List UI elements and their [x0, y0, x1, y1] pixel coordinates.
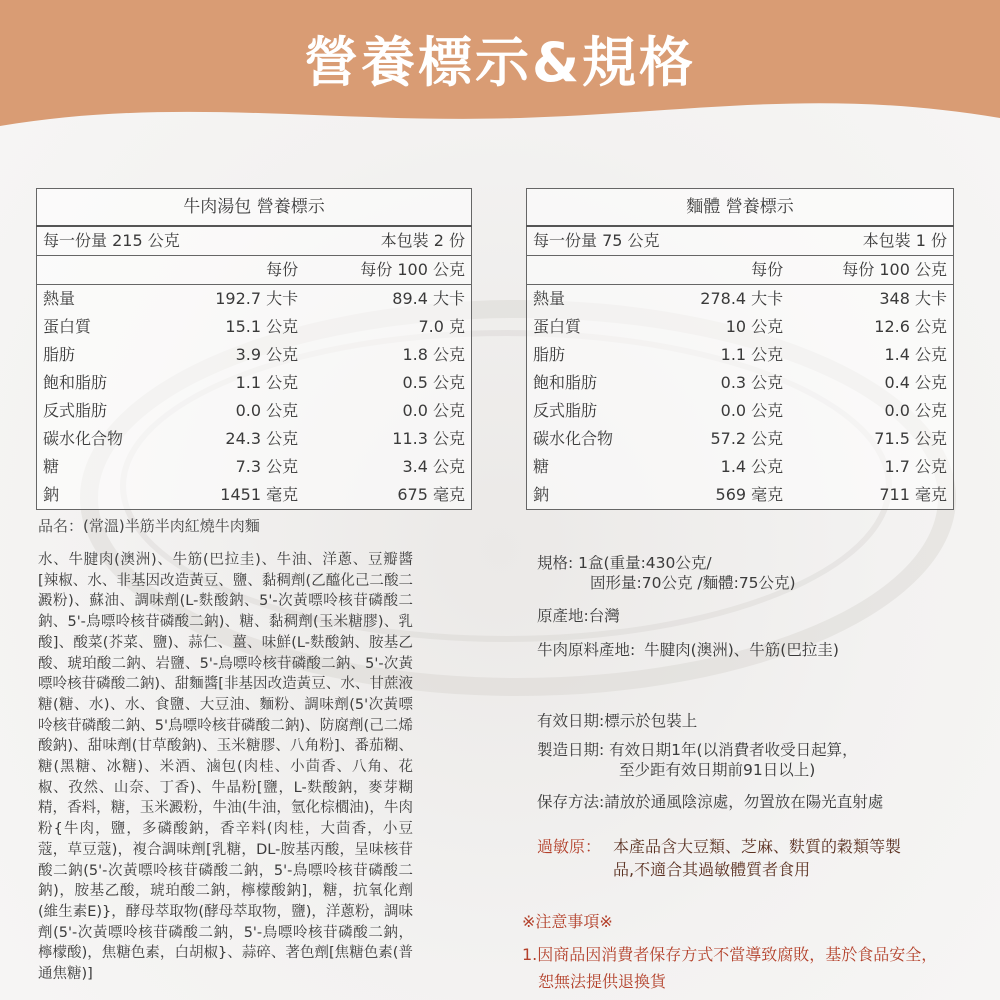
noodle-row: [527, 369, 954, 397]
mfg-line1: 有效日期1年(以消費者收受日起算，: [609, 741, 858, 759]
noodle-colhead-blank: [527, 256, 657, 285]
soup-cell-name: 碳水化合物: [43, 429, 124, 448]
noodle-serving-size: 每一份量 75 公克: [527, 226, 790, 256]
ingredients-list: 水、牛腱肉(澳洲)、牛筋(巴拉圭)、牛油、洋蔥、豆瓣醬[辣椒、水、非基因改造黃豆、鹽、黏稠劑(乙醯化己二酸二澱粉)、蘇油、調味劑(L-麩酸鈉、5'-次黃嘌呤核苷磷酸二鈉、5'-鳥嘌呤核苷磷酸二鈉)、糖、黏稠劑(玉米糖膠)、乳酸]、酸菜(芥菜、鹽)、蒜仁、薑、味鮮(L-麩酸鈉、胺基乙酸、琥珀酸二鈉、岩鹽、5'-鳥嘌呤核苷磷酸二鈉、5'-次黃嘌呤核苷磷酸二鈉)、甜麵醬[非基因改造黃豆、水、甘蔗液糖(糖、水)、水、食鹽、大豆油、麵粉、調味劑(5'次黃嘌呤核苷磷酸二鈉、5'鳥嘌呤核苷磷酸二鈉)、防腐劑(己二烯酸鈉)、甜味劑(甘草酸鈉)、玉米糖膠、八角粉]、番茄糊、糖(黑糖、冰糖)、米酒、滷包(肉桂、小茴香、八角、花椒、孜然、山奈、丁香)、牛晶粉[鹽，L-麩酸鈉，麥芽糊精，香料，糖，玉米澱粉，牛油(牛油，氫化棕櫚油)，牛肉粉{牛肉，鹽，多磷酸鈉，香辛料(肉桂，大茴香，小豆蔻，草豆蔻)，複合調味劑[乳糖，DL-胺基丙酸，呈味核苷酸二鈉(5'-次黃嘌呤核苷磷酸二鈉，5'-鳥嘌呤核苷磷酸二鈉)，胺基乙酸，琥珀酸二鈉，檸檬酸鈉]，糖，抗氧化劑(維生素E)}，酵母萃取物(酵母萃取物，鹽)，洋蔥粉，調味劑(5'-次黃嘌呤核苷磷酸二鈉，5'-鳥嘌呤核苷磷酸二鈉，檸檬酸)，焦糖色素，白胡椒}、蒜碎、著色劑[焦糖色素(普通焦糖)]: [38, 552, 413, 983]
soup-cell-name: 反式脂肪: [43, 401, 108, 420]
soup-cell-per-100: 0.0 公克: [402, 401, 465, 420]
soup-colhead-per-100: 每份 100 公克: [304, 256, 471, 285]
noodle-cell-per-100: 12.6 公克: [874, 317, 947, 336]
soup-table-body: [37, 285, 472, 510]
noodle-servings-count: 本包裝 1 份: [789, 226, 953, 256]
soup-row: [37, 481, 472, 510]
soup-cell-name: 熱量: [43, 289, 76, 308]
noodle-cell-name: 糖: [533, 457, 550, 476]
noodle-cell-per-serving: 10 公克: [725, 317, 784, 336]
noodle-row: [527, 397, 954, 425]
soup-cell-name: 脂肪: [43, 345, 76, 364]
noodle-cell-name: 蛋白質: [533, 317, 582, 336]
soup-cell-name: 飽和脂肪: [43, 373, 108, 392]
beef-origin: [537, 640, 839, 660]
noodle-row: [527, 425, 954, 453]
noodle-cell-per-serving: 57.2 公克: [710, 429, 784, 448]
soup-row: [37, 341, 472, 369]
spec-line1: 1盒(重量:430公克/: [578, 554, 712, 572]
soup-cell-per-serving: 192.7 大卡: [215, 289, 299, 308]
notice-body: [522, 941, 992, 995]
noodle-cell-name: 飽和脂肪: [533, 373, 598, 392]
noodle-row: [527, 341, 954, 369]
soup-colhead-per-serving: 每份: [169, 256, 305, 285]
beef-origin-value: 牛腱肉(澳洲)、牛筋(巴拉圭): [644, 641, 839, 659]
notice-line1: 1.因商品因消費者保存方式不當導致腐敗，基於食品安全，: [522, 945, 938, 964]
noodle-cell-name: 碳水化合物: [533, 429, 614, 448]
noodle-row: [527, 481, 954, 510]
soup-cell-name: 蛋白質: [43, 317, 92, 336]
soup-row: [37, 285, 472, 314]
noodle-cell-per-100: 0.0 公克: [884, 401, 947, 420]
soup-cell-name: 鈉: [43, 485, 60, 504]
soup-cell-per-100: 675 毫克: [397, 485, 465, 504]
noodle-cell-per-serving: 1.4 公克: [720, 457, 784, 476]
noodle-row: [527, 453, 954, 481]
notice-heading: ※注意事項※: [522, 912, 613, 931]
soup-cell-per-serving: 15.1 公克: [225, 317, 299, 336]
soup-row: [37, 397, 472, 425]
storage: 保存方法:請放於通風陰涼處，勿置放在陽光直射處: [537, 793, 884, 811]
soup-row: [37, 369, 472, 397]
noodle-row: [527, 313, 954, 341]
soup-cell-per-100: 11.3 公克: [392, 429, 465, 448]
notice-line2: 恕無法提供退換貨: [538, 972, 667, 991]
mfg-label: 製造日期:: [537, 741, 605, 759]
soup-cell-per-100: 1.8 公克: [402, 345, 465, 364]
noodle-nutrition-table: [526, 188, 954, 510]
soup-cell-per-serving: 0.0 公克: [235, 401, 299, 420]
soup-colhead-blank: [37, 256, 169, 285]
product-name: 品名：(常溫)半筋半肉紅燒牛肉麵: [38, 517, 260, 535]
noodle-cell-name: 反式脂肪: [533, 401, 598, 420]
soup-row: [37, 453, 472, 481]
spec-block: [537, 553, 796, 593]
noodle-cell-per-serving: 569 毫克: [715, 485, 784, 504]
noodle-cell-per-serving: 278.4 大卡: [700, 289, 784, 308]
soup-cell-per-100: 7.0 克: [418, 317, 465, 336]
mfg-line2: 至少距有效日期前91日以上): [619, 761, 816, 779]
soup-servings-count: 本包裝 2 份: [304, 226, 471, 256]
soup-cell-per-100: 3.4 公克: [402, 457, 465, 476]
noodle-cell-per-100: 1.7 公克: [884, 457, 947, 476]
soup-cell-per-serving: 3.9 公克: [235, 345, 299, 364]
soup-table-title: 牛肉湯包 營養標示: [37, 189, 472, 227]
noodle-cell-per-100: 1.4 公克: [884, 345, 947, 364]
soup-cell-per-serving: 24.3 公克: [225, 429, 299, 448]
noodle-cell-per-100: 711 毫克: [879, 485, 947, 504]
noodle-cell-per-100: 71.5 公克: [874, 429, 947, 448]
header-banner: [0, 0, 1000, 160]
noodle-colhead-per-serving: 每份: [656, 256, 789, 285]
spec-line2: 固形量:70公克 /麵體:75公克): [590, 574, 796, 592]
noodle-cell-name: 熱量: [533, 289, 566, 308]
soup-row: [37, 313, 472, 341]
noodle-cell-per-serving: 0.0 公克: [720, 401, 784, 420]
noodle-row: [527, 285, 954, 314]
soup-cell-per-serving: 7.3 公克: [235, 457, 299, 476]
soup-serving-size: 每一份量 215 公克: [37, 226, 305, 256]
origin: 原產地:台灣: [537, 607, 620, 625]
noodle-table-body: [527, 285, 954, 510]
noodle-cell-per-serving: 1.1 公克: [720, 345, 784, 364]
noodle-cell-name: 脂肪: [533, 345, 566, 364]
soup-row: [37, 425, 472, 453]
allergen-text: 本產品含大豆類、芝麻、麩質的穀類等製品,不適合其過敏體質者食用: [613, 837, 902, 879]
noodle-cell-per-serving: 0.3 公克: [720, 373, 784, 392]
soup-cell-per-serving: 1.1 公克: [235, 373, 299, 392]
beef-origin-label: 牛肉原料產地:: [537, 641, 636, 659]
noodle-cell-per-100: 0.4 公克: [884, 373, 947, 392]
expiry: 有效日期:標示於包裝上: [537, 712, 698, 730]
noodle-colhead-per-100: 每份 100 公克: [789, 256, 953, 285]
noodle-cell-per-100: 348 大卡: [879, 289, 947, 308]
page-title: 營養標示&規格: [303, 31, 697, 94]
soup-cell-per-100: 0.5 公克: [402, 373, 465, 392]
noodle-table-title: 麵體 營養標示: [527, 189, 954, 227]
soup-cell-name: 糖: [43, 457, 60, 476]
noodle-cell-name: 鈉: [533, 485, 550, 504]
mfg-date: [537, 740, 858, 780]
spec-label: 規格:: [537, 554, 574, 572]
soup-cell-per-serving: 1451 毫克: [220, 485, 299, 504]
allergen-label: 過敏原：: [537, 837, 602, 856]
soup-nutrition-table: [36, 188, 472, 510]
soup-cell-per-100: 89.4 大卡: [392, 289, 465, 308]
